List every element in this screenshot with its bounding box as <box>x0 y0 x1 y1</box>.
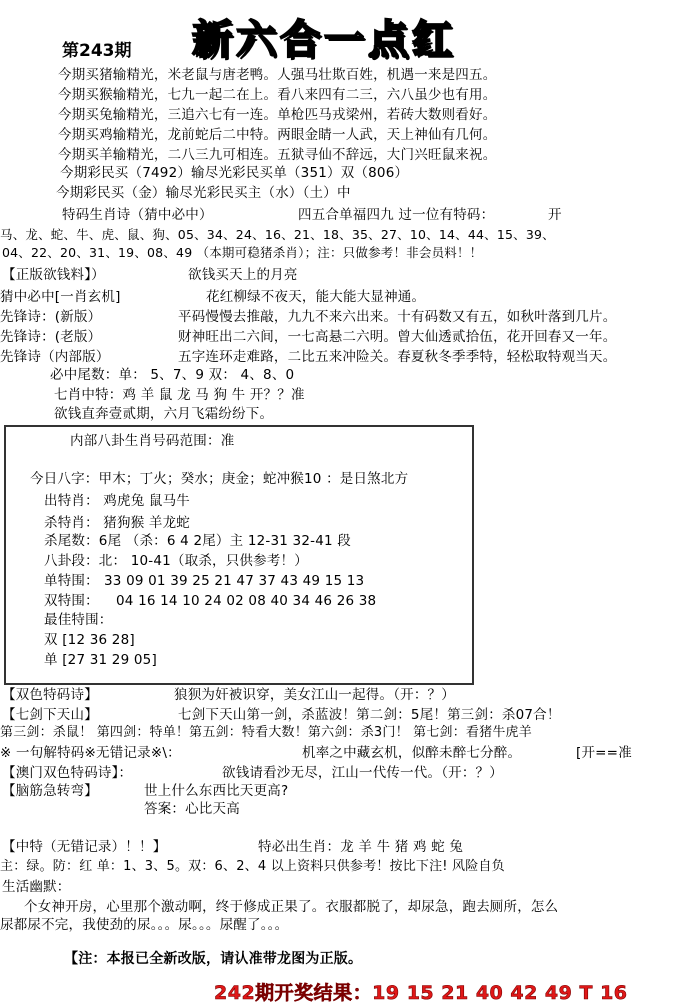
xianfeng-old-text: 财神旺出二六间，一七高悬二六明。曾大仙透贰拾伍，花开回春又一年。 <box>178 329 617 345</box>
yuqian-line: 欲钱直奔壹贰期，六月飞霜纷纷下。 <box>54 406 274 422</box>
tema-row-2: 04、22、20、31、19、08、49 （本期可稳猪杀肖）；注：只做参考！非会员料！！ <box>2 245 483 260</box>
masthead-title: 新六合一点红 <box>192 17 456 63</box>
zhengban-text: 欲钱买天上的月亮 <box>188 267 298 283</box>
tema-label: 特码生肖诗（猜中必中） <box>62 207 213 223</box>
humor-label: 生活幽默： <box>2 879 71 895</box>
yiju-label: ※ 一句解特码※无错记录※\： <box>0 745 181 761</box>
naojin-label: 【脑筋急转弯】 <box>2 783 98 799</box>
caizhong-label: 猜中必中[一肖玄机] <box>0 289 121 305</box>
caizhong-text: 花红柳绿不夜天，能大能大显神通。 <box>206 289 426 305</box>
box-best-shuang: 双 [12 36 28] <box>44 632 135 648</box>
box-weishu: 杀尾数：6尾 （杀：6 4 2尾）主 12-31 32-41 段 <box>44 533 351 549</box>
naojin-answer: 答案：心比天高 <box>144 801 240 817</box>
zhu-line: 主：绿。防：红 单：1、3、5。双：6、2、4 以上资料只供参考！按比下注! 风险自负 <box>0 859 505 874</box>
qixiao-line: 七肖中特：鸡 羊 鼠 龙 马 狗 牛 开？？准 <box>54 387 305 403</box>
tema-mid: 四五合单福四九 过一位有特码： <box>298 207 495 223</box>
poem-line-3: 今期买兔输精光，三追六七有一连。单枪匹马戎梁州，若砖大数则看好。 <box>58 107 497 123</box>
issue-number: 第243期 <box>62 41 132 61</box>
caimin-elements-line: 今期彩民买（金）输尽光彩民买主（水）（土）中 <box>56 185 351 201</box>
xianfeng-inner-label: 先锋诗（内部版） <box>0 349 110 365</box>
box-best: 最佳特围： <box>44 612 113 628</box>
box-dan-label: 单特围： <box>44 573 99 589</box>
notice-line: 【注：本报已全新改版，请认准带龙图为正版。 <box>64 951 363 967</box>
qijian-text: 七剑下天山第一剑，杀蓝波！第二剑：5尾！第三剑：杀07合！ <box>178 707 561 723</box>
lottery-result: 242期开奖结果：19 15 21 40 42 49 T 16 <box>214 982 628 1004</box>
shuangse-label: 【双色特码诗】 <box>2 687 98 703</box>
xianfeng-old-label: 先锋诗：(老版） <box>0 329 102 345</box>
yiju-text: 机率之中藏玄机，似醉未醉七分醉。 <box>302 745 522 761</box>
xianfeng-inner-text: 五字连环走难路，二比五来冲险关。春夏秋冬季季特，轻松取特观当天。 <box>178 349 617 365</box>
naojin-question: 世上什么东西比天更高? <box>144 783 289 799</box>
xianfeng-new-text: 平码慢慢去推敲，九九不来六出来。十有码数又有五，如秋叶落到几片。 <box>178 309 617 325</box>
zhengban-label: 【正版欲钱料】） <box>2 267 105 283</box>
box-bagua: 八卦段：北： 10-41（取杀，只供参考！） <box>44 553 308 569</box>
aomen-label: 【澳门双色特码诗】： <box>2 765 133 781</box>
zhongte-label: 【中特（无错记录）！！】 <box>2 839 167 855</box>
zhongte-text: 特必出生肖：龙 羊 牛 猪 鸡 蛇 兔 <box>258 839 464 855</box>
box-chu: 出特肖： 鸡虎兔 鼠马牛 <box>44 493 190 509</box>
box-sha: 杀特肖： 猪狗猴 羊龙蛇 <box>44 515 190 531</box>
humor-line-2: 尿都尿不完，我使劲的尿。。。尿。。。尿醒了。。。 <box>0 917 289 933</box>
tema-row-1: 马、龙、蛇、牛、虎、鼠、狗、05、34、24、16、21、18、35、27、10、14、44、15、39、 <box>0 227 555 242</box>
box-best-dan: 单 [27 31 29 05] <box>44 652 157 668</box>
box-shuang: 04 16 14 10 24 02 08 40 34 46 26 38 <box>116 593 377 609</box>
yiju-end: [开==准 <box>576 745 632 761</box>
caimin-numbers-line: 今期彩民买（7492）输尽光彩民买单（351）双（806） <box>60 165 409 181</box>
qijian-label: 【七剑下天山】 <box>2 707 98 723</box>
shuangse-text: 狼狈为奸被识穿，美女江山一起得。（开：？） <box>174 687 455 703</box>
box-dan: 33 09 01 39 25 21 47 37 43 49 15 13 <box>104 573 365 589</box>
box-shuang-label: 双特围： <box>44 593 99 609</box>
box-bazi: 今日八字：甲木；丁火；癸水；庚金；蛇冲猴10 ：是日煞北方 <box>30 471 409 487</box>
aomen-text: 欲钱请看沙无尽，江山一代传一代。（开：？） <box>222 765 503 781</box>
qijian-line-2: 第三剑：杀鼠！ 第四剑：特单！第五剑：特看大数！第六剑：杀3门！ 第七剑：看猪牛虎羊 <box>0 725 532 740</box>
xianfeng-new-label: 先锋诗：(新版） <box>0 309 102 325</box>
box-title: 内部八卦生肖号码范围：准 <box>70 433 235 449</box>
poem-line-4: 今期买鸡输精光，龙前蛇后二中特。两眼金睛一人武，天上神仙有几何。 <box>58 127 497 143</box>
humor-line-1: 个女神开房，心里那个激动啊，终于修成正果了。衣服都脱了，却尿急，跑去厕所，怎么 <box>24 899 559 915</box>
tema-end: 开 <box>548 207 562 223</box>
poem-line-1: 今期买猪输精光，米老鼠与唐老鸭。人强马壮欺百姓，机遇一来是四五。 <box>58 67 497 83</box>
weishu-line: 必中尾数：单： 5、7、9 双： 4、8、0 <box>50 367 295 383</box>
poem-line-2: 今期买猴输精光，七九一起二在上。看八来四有二三，六八虽少也有用。 <box>58 87 497 103</box>
poem-line-5: 今期买羊输精光，二八三九可相连。五狱寻仙不辞远，大门兴旺鼠来祝。 <box>58 147 497 163</box>
